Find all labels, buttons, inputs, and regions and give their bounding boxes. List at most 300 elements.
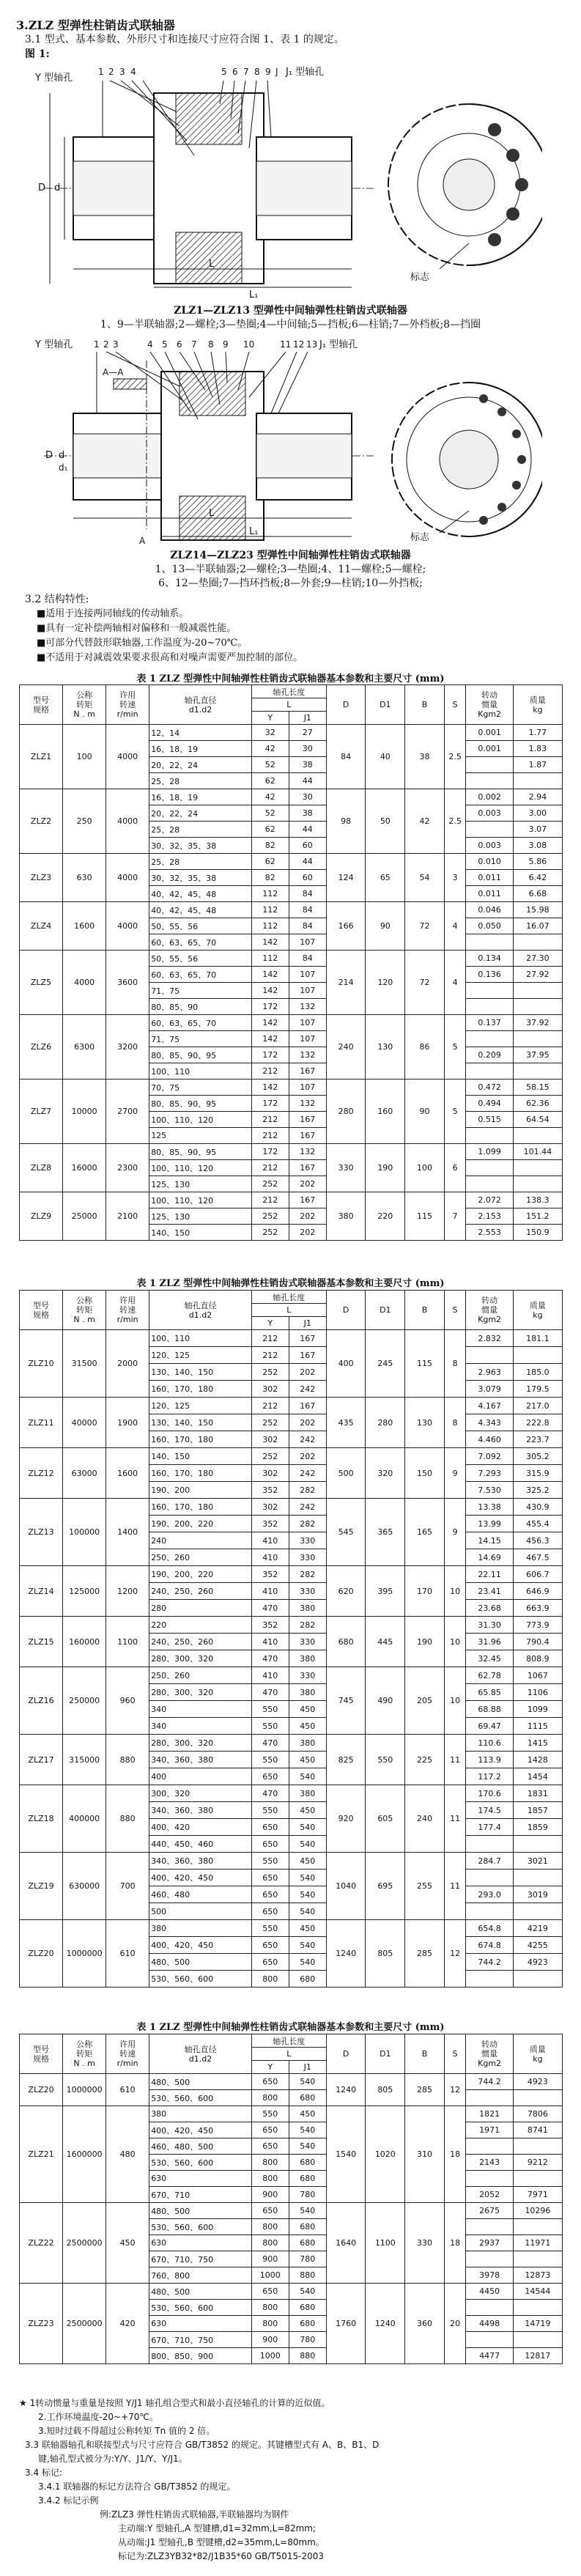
inertia-cell [466,1870,513,1886]
bore-diameter-cell: 630 [149,2235,252,2251]
length-y-cell: 900 [251,2251,289,2267]
label-y-bore-2: Y 型轴孔 [35,339,73,350]
length-j1-cell: 30 [289,789,326,805]
header-Y: Y [251,712,289,725]
D1-cell: 130 [366,1015,405,1080]
inertia-cell [466,999,513,1015]
bore-diameter-cell: 25、28 [149,854,252,870]
B-cell: 240 [405,1785,445,1853]
torque-cell: 25000 [63,1192,106,1241]
header-D: D [326,1291,366,1330]
torque-cell: 400000 [63,1785,106,1853]
bore-diameter-cell: 500 [149,1903,252,1920]
inertia-cell: 177.4 [466,1819,513,1836]
mass-cell [513,1176,562,1192]
S-cell: 9 [444,1499,466,1566]
speed-cell: 4000 [106,902,149,951]
table-row [20,854,563,870]
bore-diameter-cell: 280、300、320 [149,1735,252,1752]
right-bore-2 [256,434,352,478]
header-L: L [251,698,326,712]
length-y-cell: 42 [251,789,289,805]
bore-diameter-cell: 400、420、450 [149,1937,252,1954]
bore-diameter-cell: 80、85、90 [149,999,252,1015]
table-row [20,1735,563,1752]
D-cell: 240 [326,1015,366,1080]
mass-cell: 430.9 [513,1499,562,1516]
mass-cell: 181.1 [513,1330,562,1347]
length-j1-cell: 107 [289,967,326,983]
S-cell: 12 [444,2074,466,2106]
inertia-cell [466,2332,513,2348]
inertia-cell: 2675 [466,2203,513,2219]
length-y-cell: 470 [251,1735,289,1752]
table-row [20,725,563,741]
header-J1: J1 [289,1317,326,1330]
inertia-cell: 0.515 [466,1112,513,1128]
speed-cell: 700 [106,1853,149,1920]
table-row [20,1853,563,1870]
mass-cell: 138.3 [513,1192,562,1208]
bore-diameter-cell: 20、22、24 [149,805,252,822]
inertia-cell: 4450 [466,2284,513,2300]
model-cell: ZLZ22 [20,2203,63,2284]
label-7: 7 [243,67,249,77]
label-j: J [275,67,278,77]
model-cell: ZLZ1 [20,725,63,789]
inertia-cell: 117.2 [466,1768,513,1785]
model-cell: ZLZ3 [20,854,63,902]
notes-block [19,2396,561,2564]
B-cell: 150 [405,1448,445,1499]
torque-cell: 125000 [63,1566,106,1617]
S-cell: 10 [444,1566,466,1617]
length-j1-cell: 540 [289,1768,326,1785]
speed-cell: 4000 [106,789,149,854]
length-y-cell: 302 [251,1381,289,1398]
speed-cell: 450 [106,2203,149,2284]
bore-diameter-cell: 100、110、120 [149,1192,252,1208]
length-y-cell: 142 [251,983,289,999]
bore-diameter-cell: 190、200 [149,1482,252,1499]
length-j1-cell: 680 [289,2219,326,2235]
speed-cell: 1900 [106,1398,149,1448]
header-B: B [405,685,445,725]
model-cell: ZLZ17 [20,1735,63,1785]
B-cell: 115 [405,1330,445,1398]
S-cell: 8 [444,1398,466,1448]
length-y-cell: 352 [251,1516,289,1532]
B-cell: 115 [405,1192,445,1241]
inertia-cell: 68.88 [466,1701,513,1718]
torque-cell: 1600 [63,902,106,951]
figure2-legend-2: 6、12—垫圈;7—挡环挡板;8—外套;9—柱销;10—外挡板; [158,577,423,589]
header-model: 型号 规格 [20,685,63,725]
header-speed: 许用 转速 r/min [106,1291,149,1330]
label-j1-bore: J₁ 型轴孔 [286,67,325,78]
length-j1-cell: 132 [289,999,326,1015]
length-j1-cell: 380 [289,1684,326,1701]
end-view-2 [392,383,542,536]
mass-cell: 37.92 [513,1015,562,1031]
mass-cell: 1.87 [513,757,562,773]
length-j1-cell: 880 [289,2267,326,2284]
end-view [388,104,542,269]
header-model: 型号 规格 [20,1291,63,1330]
inertia-cell: 2.963 [466,1364,513,1381]
length-y-cell: 650 [251,1903,289,1920]
bore-diameter-cell: 480、500 [149,1954,252,1971]
length-y-cell: 302 [251,1465,289,1482]
D-cell: 1040 [326,1853,366,1920]
D1-cell: 280 [366,1398,405,1448]
mass-cell: 7971 [513,2187,562,2203]
bore-diameter-cell: 250、260 [149,1667,252,1684]
length-y-cell: 82 [251,838,289,854]
D-cell: 920 [326,1785,366,1853]
length-y-cell: 800 [251,2171,289,2187]
table-row [20,1667,563,1684]
length-y-cell: 550 [251,1802,289,1819]
length-y-cell: 52 [251,805,289,822]
inertia-cell [466,1347,513,1364]
inertia-cell: 22.11 [466,1566,513,1583]
S-cell: 7 [444,1192,466,1241]
bore-diameter-cell: 71、75 [149,1031,252,1047]
bore-diameter-cell: 220 [149,1617,252,1634]
length-j1-cell: 38 [289,757,326,773]
model-cell: ZLZ16 [20,1667,63,1735]
inertia-cell: 113.9 [466,1752,513,1768]
length-y-cell: 410 [251,1583,289,1600]
label2-7: 7 [191,339,197,350]
length-y-cell: 32 [251,725,289,741]
label2-A: A [139,536,146,544]
inertia-cell: 0.001 [466,741,513,757]
bore-diameter-cell: 80、85、90、95 [149,1047,252,1063]
inertia-cell: 7.530 [466,1482,513,1499]
model-cell: ZLZ18 [20,1785,63,1853]
header-bore-length: 轴孔长度 [251,685,326,698]
inertia-cell: 14.69 [466,1549,513,1566]
label2-1: 1 [94,339,100,350]
bore-diameter-cell: 125 [149,1128,252,1144]
S-cell: 2.5 [444,789,466,854]
D1-cell: 50 [366,789,405,854]
header-mass: 质量 kg [513,1291,562,1330]
mass-cell [513,2138,562,2155]
label-L: L [209,259,215,270]
torque-cell: 63000 [63,1448,106,1499]
label-6: 6 [232,67,238,77]
speed-cell: 2000 [106,1330,149,1398]
length-j1-cell: 167 [289,1192,326,1208]
length-j1-cell: 680 [289,2316,326,2332]
mass-cell: 64.54 [513,1112,562,1128]
inertia-cell: 744.2 [466,2074,513,2090]
D1-cell: 445 [366,1617,405,1667]
inertia-cell: 7.293 [466,1465,513,1482]
bore-diameter-cell: 340、360、380 [149,1853,252,1870]
speed-cell: 960 [106,1667,149,1735]
mass-cell: 305.2 [513,1448,562,1465]
B-cell: 86 [405,1015,445,1080]
length-j1-cell: 84 [289,886,326,902]
inertia-cell: 0.046 [466,902,513,918]
length-j1-cell: 450 [289,1920,326,1937]
length-y-cell: 800 [251,2155,289,2171]
figure-label: 图 1: [25,48,50,60]
length-j1-cell: 44 [289,773,326,789]
bore-diameter-cell: 460、480、500 [149,2138,252,2155]
coupling-drawing-1 [29,60,542,302]
bore-diameter-cell: 530、560、600 [149,2090,252,2106]
length-j1-cell: 202 [289,1176,326,1192]
length-y-cell: 172 [251,1096,289,1112]
length-y-cell: 112 [251,951,289,967]
mass-cell: 6.42 [513,870,562,886]
mass-cell [513,1063,562,1080]
bore-diameter-cell: 670、710、750 [149,2332,252,2348]
model-cell: ZLZ4 [20,902,63,951]
length-y-cell: 142 [251,1015,289,1031]
bore-diameter-cell: 160、170、180 [149,1499,252,1516]
table-row [20,951,563,967]
note-line: 标记为:ZLZ3YB32*82/J1B35*60 GB/T5015-2003 [118,2551,325,2561]
inertia-cell [466,934,513,951]
model-cell: ZLZ19 [20,1853,63,1920]
speed-cell: 2300 [106,1144,149,1192]
bore-diameter-cell: 280、300、320 [149,1684,252,1701]
table-row [20,1330,563,1347]
bore-diameter-cell: 100、110、120 [149,1160,252,1176]
length-j1-cell: 450 [289,1752,326,1768]
label2-10: 10 [243,339,255,350]
D-cell: 280 [326,1080,366,1144]
D-cell: 1240 [326,2074,366,2106]
mass-cell [513,2219,562,2235]
mass-cell: 150.9 [513,1225,562,1241]
table-row [20,1398,563,1414]
table-row [20,1785,563,1802]
B-cell: 90 [405,1080,445,1144]
mass-cell [513,2332,562,2348]
bore-diameter-cell: 60、63、65、70 [149,1015,252,1031]
length-j1-cell: 540 [289,1886,326,1903]
table-row [20,2203,563,2219]
D-cell: 500 [326,1448,366,1499]
speed-cell: 480 [106,2106,149,2203]
bore-diameter-cell: 240、250、260 [149,1634,252,1650]
length-y-cell: 42 [251,741,289,757]
header-B: B [405,2034,445,2074]
note-line: 2.工作环境温度-20~+70℃。 [38,2412,158,2422]
D1-cell: 1240 [366,2284,405,2364]
length-y-cell: 112 [251,902,289,918]
inertia-cell: 13.38 [466,1499,513,1516]
mass-cell: 151.2 [513,1208,562,1225]
length-j1-cell: 380 [289,1785,326,1802]
S-cell: 2.5 [444,725,466,789]
bore-diameter-cell: 80、85、90、95 [149,1096,252,1112]
length-y-cell: 650 [251,1954,289,1971]
inertia-cell: 14.15 [466,1532,513,1549]
length-y-cell: 900 [251,2187,289,2203]
length-y-cell: 550 [251,1701,289,1718]
mass-cell [513,999,562,1015]
inertia-cell [466,2251,513,2267]
label2-2: 2 [103,339,109,350]
inertia-cell: 65.85 [466,1684,513,1701]
length-y-cell: 550 [251,2106,289,2122]
inertia-cell: 170.6 [466,1785,513,1802]
mass-cell: 217.0 [513,1398,562,1414]
speed-cell: 4000 [106,725,149,789]
length-j1-cell: 780 [289,2251,326,2267]
header-J1: J1 [289,712,326,725]
mass-cell: 1454 [513,1768,562,1785]
table3-caption: 表 1 ZLZ 型弹性中间轴弹性柱销齿式联轴器基本参数和主要尺寸 (mm) [136,2022,445,2033]
length-y-cell: 62 [251,773,289,789]
D-cell: 380 [326,1192,366,1241]
inertia-cell: 4.167 [466,1398,513,1414]
spec-table-2 [19,1290,563,1988]
length-y-cell: 410 [251,1549,289,1566]
bore-diameter-cell: 630 [149,2171,252,2187]
length-j1-cell: 540 [289,1954,326,1971]
length-j1-cell: 132 [289,1047,326,1063]
inertia-cell: 7.092 [466,1448,513,1465]
label-4: 4 [130,67,136,77]
S-cell: 9 [444,1448,466,1499]
label-L1: L₁ [249,289,259,300]
inertia-cell: 0.010 [466,854,513,870]
note-line: 3.4.2 标记示例 [38,2495,99,2506]
label-8: 8 [254,67,260,77]
flange-section-bottom [176,232,242,284]
inertia-cell [466,1063,513,1080]
length-j1-cell: 107 [289,1080,326,1096]
header-B: B [405,1291,445,1330]
D1-cell: 40 [366,725,405,789]
length-y-cell: 212 [251,1128,289,1144]
label2-5: 5 [162,339,168,350]
length-y-cell: 650 [251,1937,289,1954]
D-cell: 84 [326,725,366,789]
inertia-cell: 674.8 [466,1937,513,1954]
mass-cell: 455.4 [513,1516,562,1532]
label2-section: A—A [103,367,124,377]
bore-diameter-cell: 280 [149,1600,252,1617]
mass-cell [513,2300,562,2316]
length-j1-cell: 540 [289,2284,326,2300]
length-y-cell: 900 [251,2332,289,2348]
length-j1-cell: 282 [289,1566,326,1583]
mass-cell: 1831 [513,1785,562,1802]
mass-cell [513,1128,562,1144]
inertia-cell: 0.136 [466,967,513,983]
bore-diameter-cell: 130、140、150 [149,1414,252,1431]
length-y-cell: 212 [251,1192,289,1208]
length-j1-cell: 450 [289,2106,326,2122]
inertia-cell: 13.99 [466,1516,513,1532]
bore-diameter-cell: 480、500 [149,2074,252,2090]
bore-diameter-cell: 340、360、380 [149,1802,252,1819]
inertia-cell: 0.011 [466,886,513,902]
length-j1-cell: 540 [289,1836,326,1853]
length-y-cell: 142 [251,934,289,951]
B-cell: 72 [405,902,445,951]
label2-d: d [59,450,65,461]
D-cell: 545 [326,1499,366,1566]
torque-cell: 1000000 [63,2074,106,2106]
bore-diameter-cell: 530、560、600 [149,2300,252,2316]
header-mass: 质量 kg [513,2034,562,2074]
mass-cell: 185.0 [513,1364,562,1381]
torque-cell: 630 [63,854,106,902]
header-D1: D1 [366,685,405,725]
length-y-cell: 550 [251,1752,289,1768]
speed-cell: 880 [106,1785,149,1853]
label2-9: 9 [223,339,229,350]
torque-cell: 2500000 [63,2284,106,2364]
bore-diameter-cell: 300、320 [149,1785,252,1802]
D1-cell: 805 [366,1920,405,1988]
label2-11: 11 [280,339,292,350]
length-y-cell: 470 [251,1650,289,1667]
length-j1-cell: 202 [289,1364,326,1381]
torque-cell: 100 [63,725,106,789]
length-j1-cell: 202 [289,1208,326,1225]
table1-caption: 表 1 ZLZ 型弹性中间轴弹性柱销齿式联轴器基本参数和主要尺寸 (mm) [136,673,445,684]
bore-diameter-cell: 25、28 [149,773,252,789]
length-j1-cell: 30 [289,741,326,757]
header-bore-length: 轴孔长度 [251,1291,326,1304]
label2-3: 3 [113,339,119,350]
length-j1-cell: 242 [289,1381,326,1398]
mass-cell: 3.08 [513,838,562,854]
length-y-cell: 650 [251,1768,289,1785]
inertia-cell [466,2219,513,2235]
D1-cell: 1020 [366,2106,405,2203]
B-cell: 38 [405,725,445,789]
D1-cell: 190 [366,1144,405,1192]
torque-cell: 160000 [63,1617,106,1667]
bore-diameter-cell: 50、55、56 [149,918,252,934]
inertia-cell: 293.0 [466,1886,513,1903]
length-j1-cell: 330 [289,1549,326,1566]
length-y-cell: 252 [251,1364,289,1381]
torque-cell: 1600000 [63,2106,106,2203]
bore-diameter-cell: 50、55、56 [149,951,252,967]
bore-diameter-cell: 670、710、750 [149,2251,252,2267]
note-line: 3.短时过载不得超过公称转矩 Tn 值的 2 倍。 [38,2426,215,2436]
bore-diameter-cell: 400、420、450 [149,1870,252,1886]
bore-diameter-cell: 60、63、65、70 [149,967,252,983]
length-y-cell: 650 [251,2284,289,2300]
note-line: ★ 1转动惯量与重量是按照 Y/J1 轴孔组合型式和最小直径轴孔的计算的近似值。 [19,2398,330,2408]
bore-diameter-cell: 760、800 [149,2267,252,2284]
length-y-cell: 212 [251,1398,289,1414]
bore-diameter-cell: 440、450、460 [149,1836,252,1853]
bore-diameter-cell: 190、200、220 [149,1516,252,1532]
mass-cell: 606.7 [513,1566,562,1583]
speed-cell: 1600 [106,1448,149,1499]
note-line: 3.4.1 联轴器的标记方法符合 GB/T3852 的规定。 [38,2481,236,2492]
inertia-cell: 0.003 [466,805,513,822]
header-D: D [326,2034,366,2074]
D1-cell: 1100 [366,2203,405,2284]
